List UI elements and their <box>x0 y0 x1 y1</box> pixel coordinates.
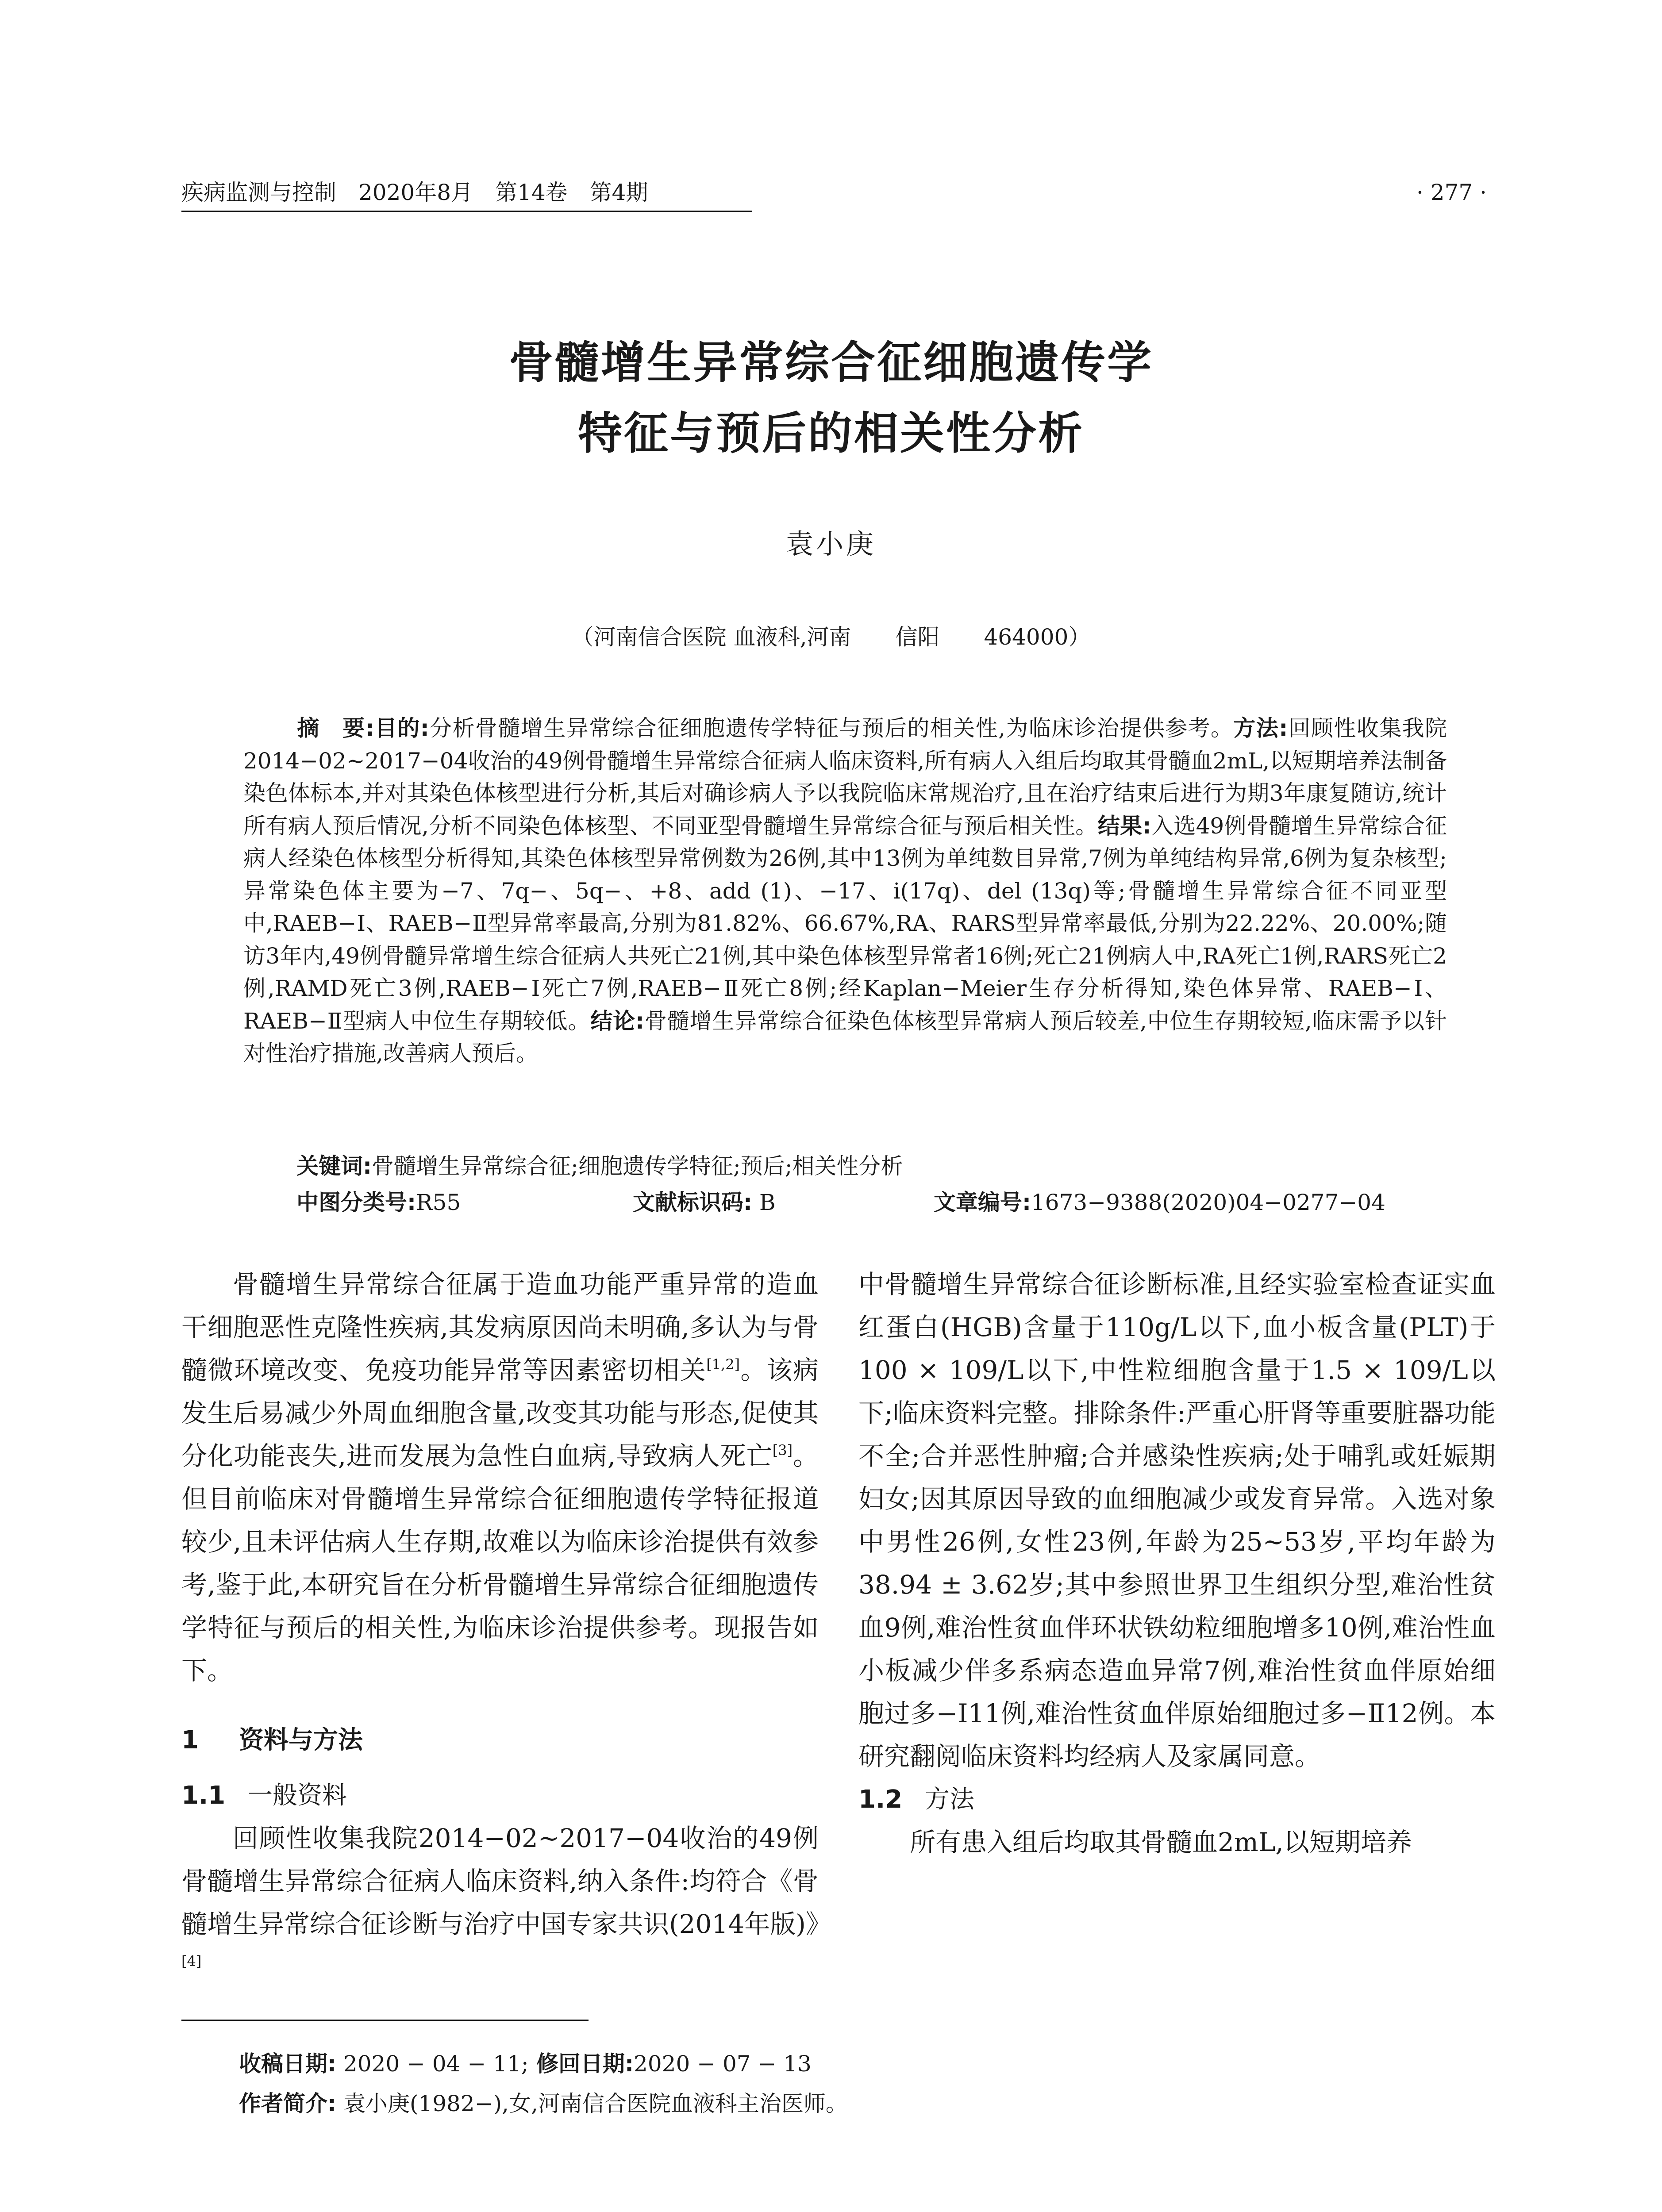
objective-label: 目的: <box>374 715 429 741</box>
revised-date: 2020 − 07 − 13 <box>634 2051 812 2077</box>
section-1-2-number: 1.2 <box>858 1785 903 1814</box>
clc-label: 中图分类号: <box>296 1190 416 1215</box>
journal-info: 疾病监测与控制 2020年8月 第14卷 第4期 <box>181 180 648 205</box>
citation-1-2: [1,2] <box>706 1356 740 1373</box>
intro-text-a: 骨髓增生异常综合征属于造血功能严重异常的造血干细胞恶性克隆性疾病,其发病原因尚未明确,多认为与骨髓微环境改变、免疫功能异常等因素密切相关 <box>181 1269 819 1385</box>
general-text-a: 回顾性收集我院2014−02~2017−04收治的49例骨髓增生异常综合征病人临床资料,纳入条件:均符合《骨髓增生异常综合征诊断与治疗中国专家共识(2014年版)》 <box>181 1823 831 1939</box>
keywords-value: 骨髓增生异常综合征;细胞遗传学特征;预后;相关性分析 <box>372 1153 903 1179</box>
section-1-2-heading <box>858 1778 1496 1821</box>
author-bio <box>239 2084 1389 2124</box>
footnotes <box>239 2044 1389 2124</box>
intro-paragraph <box>181 1263 819 1692</box>
abstract-label: 摘 要: <box>296 715 374 741</box>
body-right-column <box>858 1263 1496 1864</box>
conclusion-label: 结论: <box>590 1008 644 1034</box>
section-1-1-title: 一般资料 <box>248 1781 347 1810</box>
body-left-column <box>181 1263 831 1989</box>
article-number <box>934 1186 1385 1219</box>
running-header <box>181 177 1487 217</box>
received-label: 收稿日期: <box>239 2051 336 2077</box>
methods-label: 方法: <box>1233 715 1288 741</box>
header-underline <box>181 211 752 212</box>
title-line-1: 骨髓增生异常综合征细胞遗传学 <box>509 337 1153 388</box>
section-1-1-number: 1.1 <box>181 1781 226 1810</box>
results-text: 入选49例骨髓增生异常综合征病人经染色体核型分析得知,其染色体核型异常例数为26例,其中13例为单纯数目异常,7例为单纯结构异常,6例为复杂核型;异常染色体主要为−7、7q−、5q−、+8、add (1)、−17、i(17q)、del (13q)等;骨髓增生异常综合征不同亚型中,RAEB−Ⅰ、RAEB−Ⅱ型异常率最高,分别为81.82%、66.67%,RA、RARS型异常率最低,分别为22.22%、20.00%;随访3年内,49例骨髓异常增生综合征病人共死亡21例,其中染色体核型异常者16例;死亡21例病人中,RA死亡1例,RARS死亡2例,RAMD死亡3例,RAEB−Ⅰ死亡7例,RAEB−Ⅱ死亡8例;经Kaplan−Meier生存分析得知,染色体异常、RAEB−Ⅰ、RAEB−Ⅱ型病人中位生存期较低。 <box>243 813 1447 1034</box>
received-dates <box>239 2044 1389 2084</box>
bio-text: 袁小庚(1982−),女,河南信合医院血液科主治医师。 <box>336 2091 848 2116</box>
objective-text: 分析骨髓增生异常综合征细胞遗传学特征与预后的相关性,为临床诊治提供参考。 <box>429 715 1234 741</box>
received-date: 2020 − 04 − 11; <box>336 2051 529 2077</box>
results-label: 结果: <box>1097 813 1151 839</box>
section-1-heading <box>181 1719 819 1762</box>
citation-3: [3] <box>772 1442 793 1459</box>
doc-value: B <box>752 1190 776 1215</box>
document-code <box>633 1186 776 1219</box>
methods-text: 回顾性收集我院2014−02~2017−04收治的49例骨髓增生异常综合征病人临床资料,所有病人入组后均取其骨髓血2mL,以短期培养法制备染色体标本,并对其染色体核型进行分析,其后对确诊病人予以我院临床常规治疗,且在治疗结束后进行为期3年康复随访,统计所有病人预后情况,分析不同染色体核型、不同亚型骨髓增生异常综合征与预后相关性。 <box>243 715 1447 839</box>
general-info-paragraph <box>858 1263 1496 1778</box>
keywords <box>296 1149 1447 1183</box>
author-affiliation: （河南信合医院 血液科,河南 信阳 464000） <box>571 624 1091 650</box>
article-label: 文章编号: <box>934 1190 1031 1215</box>
section-1-number: 1 <box>181 1726 199 1755</box>
general-text-b: 中骨髓增生异常综合征诊断标准,且经实验室检查证实血红蛋白(HGB)含量于110g/L以下,血小板含量(PLT)于100 × 109/L以下,中性粒细胞含量于1.5 × 109/L以下;临床资料完整。排除条件:严重心肝肾等重要脏器功能不全;合并恶性肿瘤;合并感染性疾病;处于哺乳或妊娠期妇女;因其原因导致的血细胞减少或发育异常。入选对象中男性26例,女性23例,年龄为25~53岁,平均年龄为38.94 ± 3.62岁;其中参照世界卫生组织分型,难治性贫血9例,难治性贫血伴环状铁幼粒细胞增多10例,难治性血小板减少伴多系病态造血异常7例,难治性贫血伴原始细胞过多−Ⅰ11例,难治性贫血伴原始细胞过多−Ⅱ12例。本研究翻阅临床资料均经病人及家属同意。 <box>858 1269 1496 1771</box>
section-1-title: 资料与方法 <box>239 1726 363 1755</box>
section-1-1-heading <box>181 1774 819 1817</box>
method-paragraph: 所有患入组后均取其骨髓血2mL,以短期培养 <box>910 1827 1412 1857</box>
article-value: 1673−9388(2020)04−0277−04 <box>1031 1190 1385 1215</box>
intro-text-b: 。该病发生后易减少外周血细胞含量,改变其功能与形态,促使其分化功能丧失,进而发展为急性白血病,导致病人死亡 <box>181 1355 819 1471</box>
bio-label: 作者简介: <box>239 2091 336 2116</box>
general-info-paragraph <box>181 1817 831 1989</box>
intro-text-c: 。但目前临床对骨髓增生异常综合征细胞遗传学特征报道较少,且未评估病人生存期,故难以为临床诊治提供有效参考,鉴于此,本研究旨在分析骨髓增生异常综合征细胞遗传学特征与预后的相关性,为临床诊治提供参考。现报告如下。 <box>181 1441 819 1686</box>
section-1-2-title: 方法 <box>925 1785 974 1814</box>
author-name: 袁小庚 <box>785 528 876 560</box>
footnote-rule <box>181 2020 589 2021</box>
doc-label: 文献标识码: <box>633 1190 752 1215</box>
abstract <box>243 712 1447 1070</box>
title-line-2: 特征与预后的相关性分析 <box>578 407 1084 459</box>
conclusion-text: 骨髓增生异常综合征染色体核型异常病人预后较差,中位生存期较短,临床需予以针对性治疗措施,改善病人预后。 <box>243 1008 1447 1066</box>
revised-label: 修回日期: <box>528 2051 634 2077</box>
article-title <box>0 327 1662 469</box>
clc-number <box>296 1186 461 1219</box>
keywords-label: 关键词: <box>296 1153 372 1179</box>
citation-4: [4] <box>181 1953 202 1970</box>
clc-value: R55 <box>416 1190 461 1215</box>
page-number: · 277 · <box>1416 180 1487 205</box>
